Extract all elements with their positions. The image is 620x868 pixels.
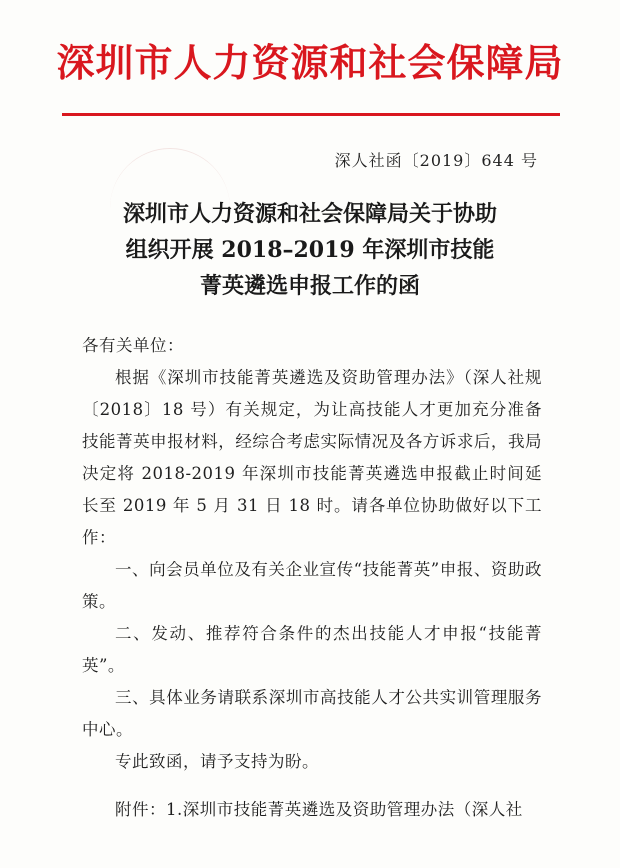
title-line-3: 菁英遴选申报工作的函 bbox=[199, 273, 420, 299]
document-title bbox=[0, 196, 620, 304]
list-item-3: 三、具体业务请联系深圳市高技能人才公共实训管理服务中心。 bbox=[82, 688, 542, 739]
list-item-1: 一、向会员单位及有关企业宣传“技能菁英”申报、资助政策。 bbox=[82, 560, 542, 611]
letterhead-divider bbox=[62, 113, 560, 116]
closing-line: 专此致函，请予支持为盼。 bbox=[115, 752, 319, 771]
attachment-line: 附件：1.深圳市技能菁英遴选及资助管理办法（深人社 bbox=[115, 800, 523, 819]
document-body bbox=[82, 330, 542, 826]
document-number: 深人社函〔2019〕644 号 bbox=[334, 151, 538, 170]
title-line-2: 组织开展 2018–2019 年深圳市技能 bbox=[125, 237, 495, 263]
title-line-1: 深圳市人力资源和社会保障局关于协助 bbox=[122, 201, 497, 227]
paragraph-main: 根据《深圳市技能菁英遴选及资助管理办法》（深人社规〔2018〕18 号）有关规定，为让高技能人才更加充分准备技能菁英申报材料，经综合考虑实际情况及各方诉求后，我局决定将 2018-2019 年深圳市技能菁英遴选申报截止时间延长至 2019 年 5 月 31 日 18 时。请各单位协助做好以下工作： bbox=[82, 368, 542, 547]
list-item-2: 二、发动、推荐符合条件的杰出技能人才申报“技能菁英”。 bbox=[82, 624, 542, 675]
letterhead-title: 深圳市人力资源和社会保障局 bbox=[56, 40, 564, 85]
spacer bbox=[82, 778, 542, 794]
salutation: 各有关单位： bbox=[82, 336, 184, 355]
